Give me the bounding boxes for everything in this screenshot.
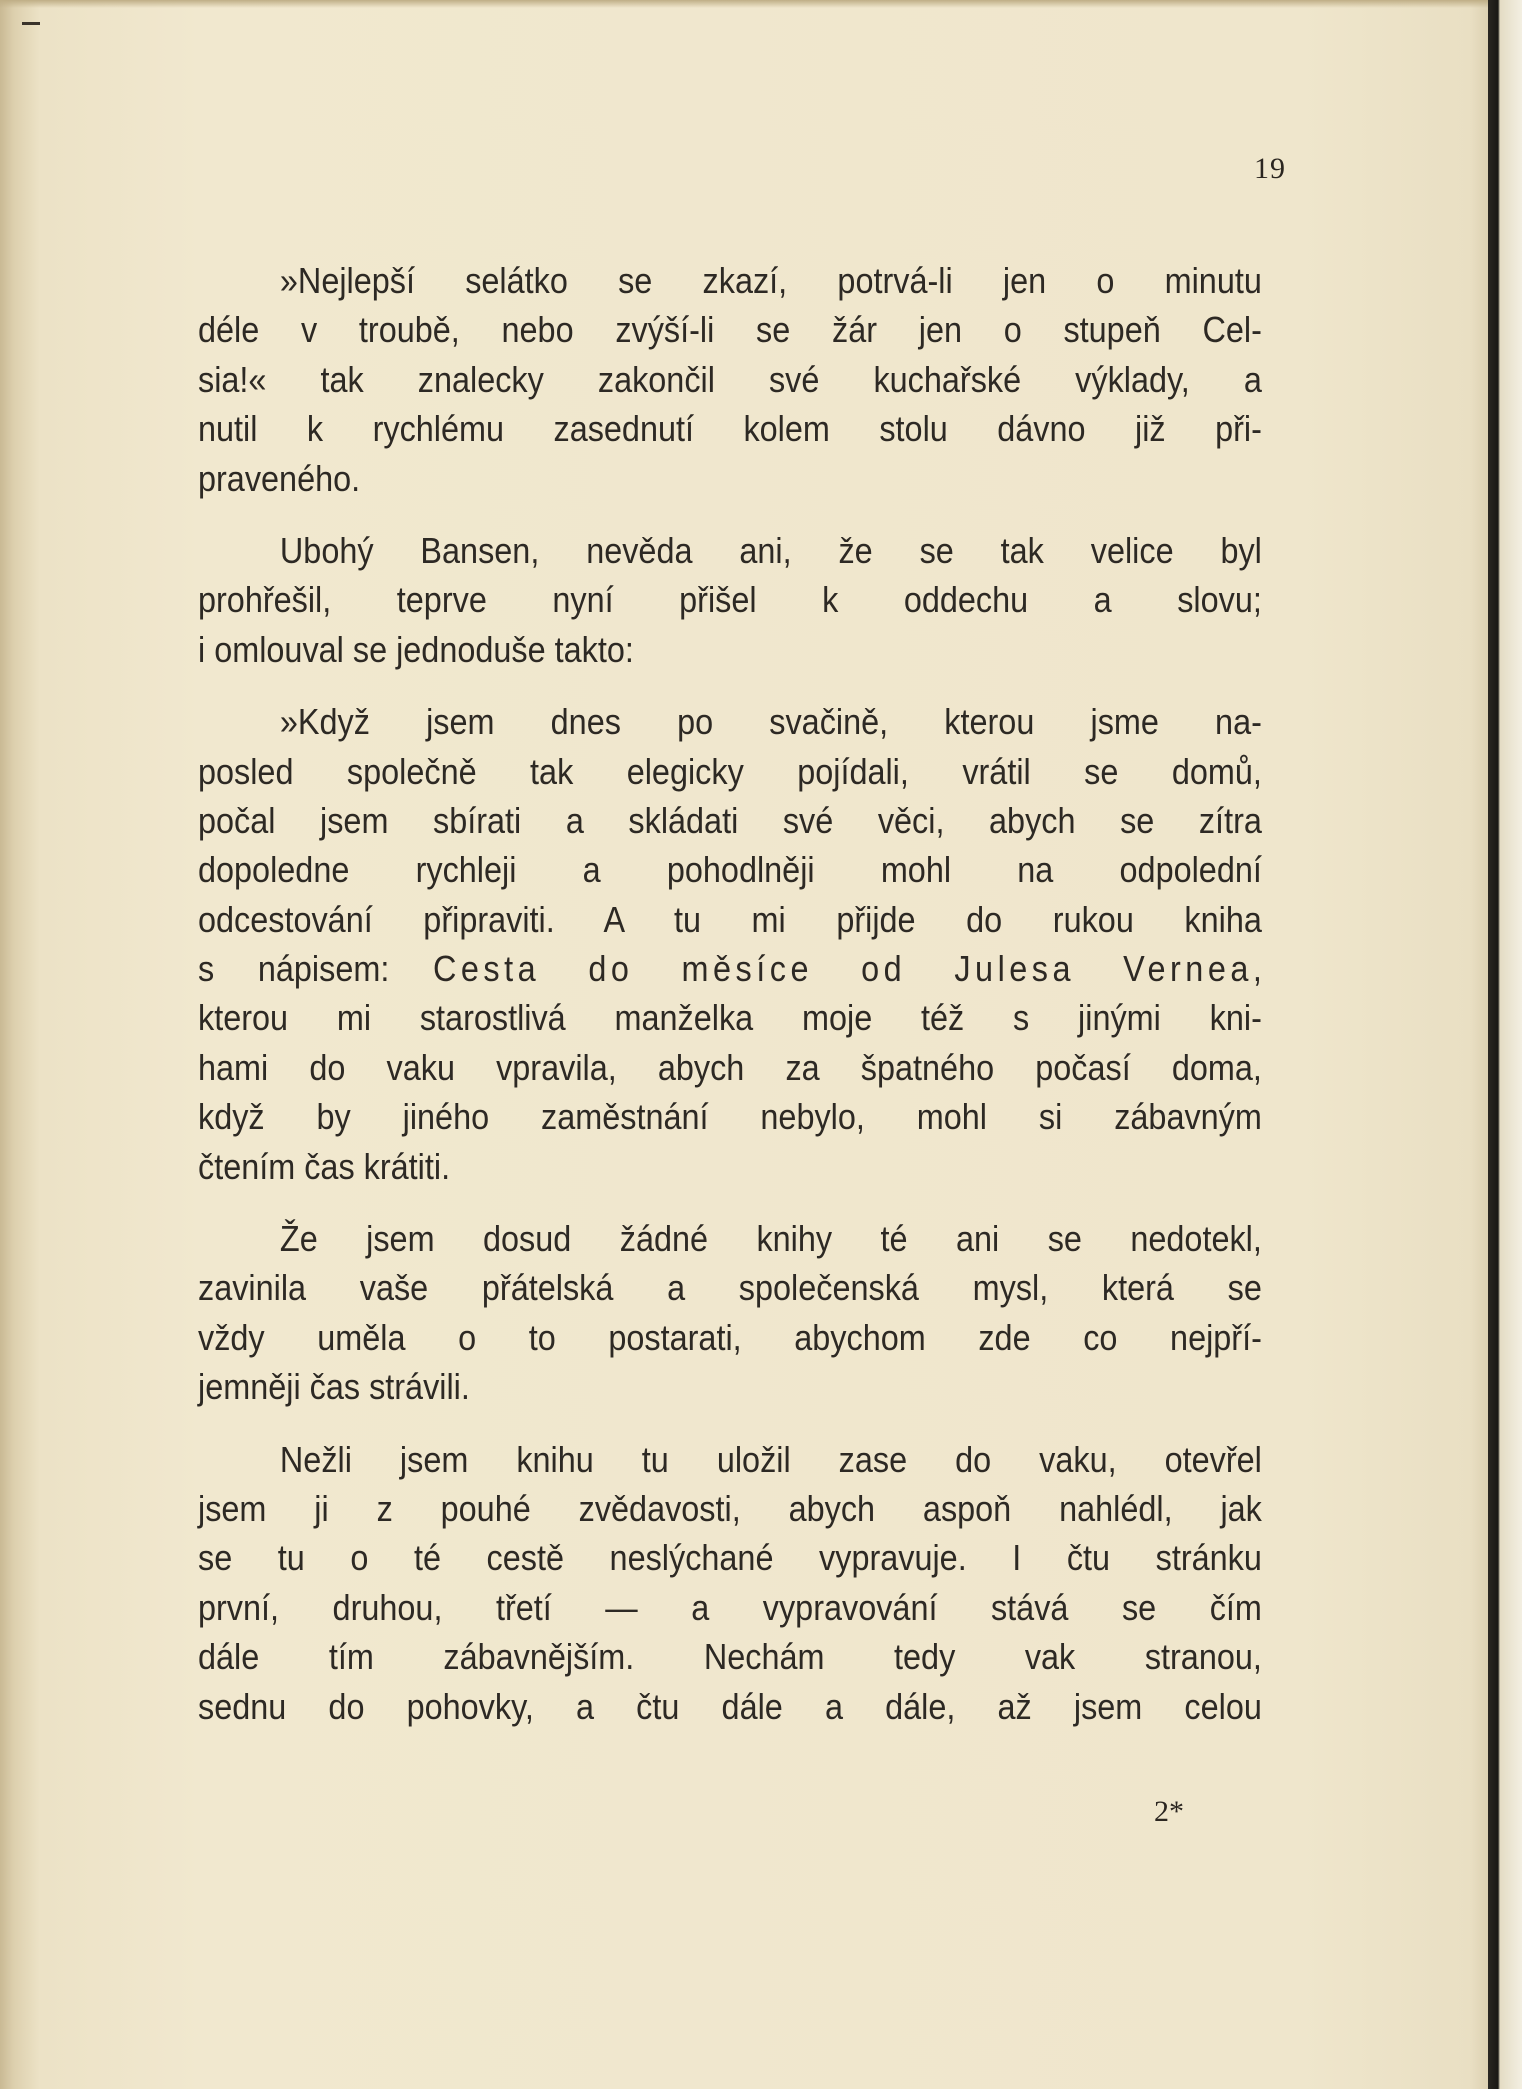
page-number: 19 [1254,152,1286,185]
text-line: prohřešil, teprve nyní přišel k oddechu a slovu; [198,579,1262,621]
text-line: se tu o té cestě neslýchané vypravuje. I čtu stránku [198,1537,1262,1579]
signature-mark: 2* [1154,1795,1184,1828]
paragraph-2 [198,526,1262,674]
paragraph-5 [198,1435,1262,1731]
paragraph-3 [198,697,1262,1191]
text-line: počal jsem sbírati a skládati své věci, abych se zítra [198,799,1262,841]
text-line: Že jsem dosud žádné knihy té ani se nedotekl, [279,1218,1262,1260]
text-line: první, druhou, třetí — a vypravování stává se čím [198,1586,1262,1628]
text-line: posled společně tak elegicky pojídali, vrátil se domů, [198,750,1262,792]
text-line: dopoledne rychleji a pohodlněji mohl na odpolední [198,849,1262,891]
page-right-edge [1488,0,1522,2089]
body-text [198,256,1262,1731]
paragraph-1 [198,256,1262,503]
title-line-suffix: , [1252,948,1262,990]
text-line: »Nejlepší selátko se zkazí, potrvá-li jen o minutu [279,260,1262,301]
text-line: sia!« tak znalecky zakončil své kuchařské výklady, a [198,358,1262,400]
text-line: »Když jsem dnes po svačině, kterou jsme na- [279,701,1262,743]
text-line: vždy uměla o to postarati, abychom zde co nejpří- [198,1316,1262,1358]
text-line: když by jiného zaměstnání nebylo, mohl si zábavným [198,1096,1262,1138]
text-line: kterou mi starostlivá manželka moje též s jinými kni- [198,997,1262,1039]
paragraph-gap [198,503,1262,526]
scan-mark [22,22,40,25]
title-line [198,944,1262,993]
text-line: praveného. [198,457,361,499]
text-line: Nežli jsem knihu tu uložil zase do vaku, otevřel [279,1438,1262,1480]
title-line-prefix: s nápisem: [198,948,434,990]
text-line: hami do vaku vpravila, abych za špatného počasí doma, [198,1046,1262,1088]
paragraph-gap [198,1412,1262,1435]
text-line: čtením čas krátiti. [198,1145,451,1187]
text-line: jsem ji z pouhé zvědavosti, abych aspoň nahlédl, jak [198,1487,1262,1529]
text-line: dále tím zábavnějším. Nechám tedy vak stranou, [198,1636,1262,1678]
paragraph-gap [198,1191,1262,1214]
paragraph-4 [198,1214,1262,1412]
text-line: i omlouval se jednoduše takto: [198,628,634,670]
text-line: déle v troubě, nebo zvýší-li se žár jen o stupeň Cel- [198,309,1262,351]
text-line: odcestování připraviti. A tu mi přijde do rukou kniha [198,898,1262,940]
text-line: sednu do pohovky, a čtu dále a dále, až jsem celou [198,1685,1262,1727]
book-title: Cesta do měsíce od Julesa Vernea [433,948,1253,990]
text-line: zavinila vaše přátelská a společenská mysl, která se [198,1267,1262,1309]
paragraph-gap [198,674,1262,697]
page-top-edge [0,0,1488,8]
text-line: nutil k rychlému zasednutí kolem stolu dávno již při- [198,408,1262,450]
text-line: jemněji čas strávili. [198,1366,470,1408]
text-line: Ubohý Bansen, nevěda ani, že se tak velice byl [279,529,1262,571]
